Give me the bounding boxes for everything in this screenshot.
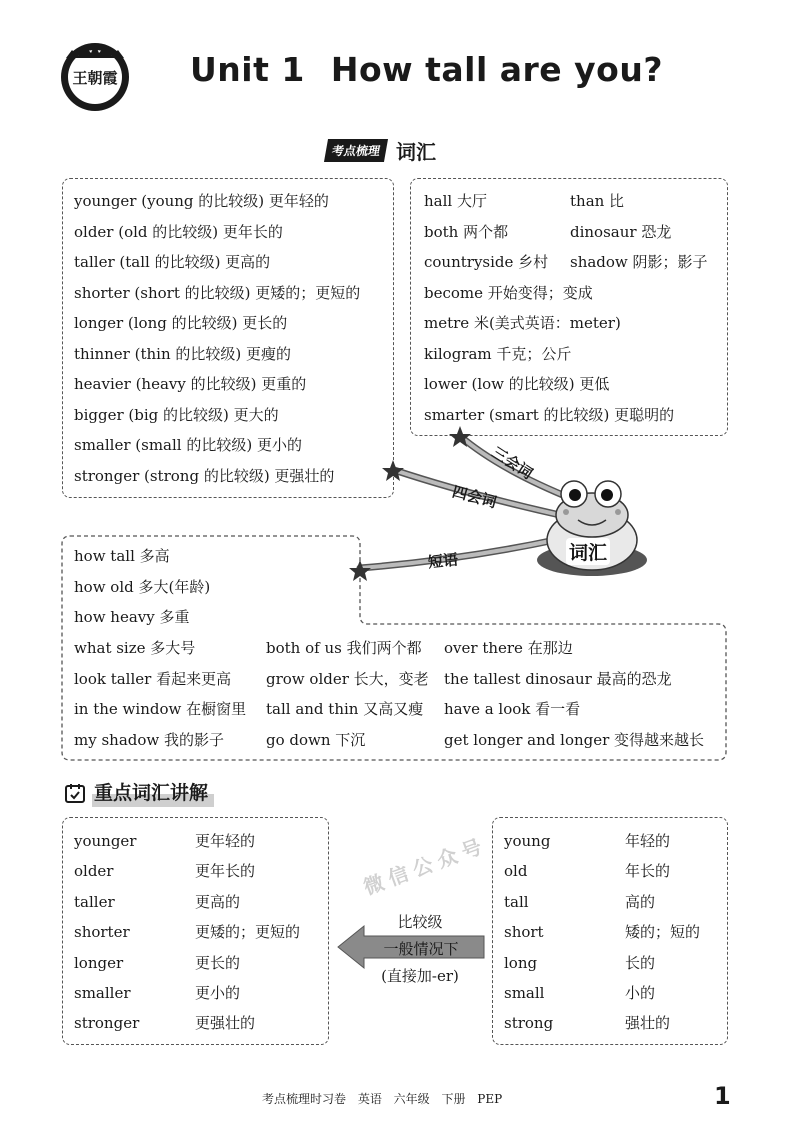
page-number: 1 [714,1082,731,1110]
unit-title: How tall are you? [330,50,663,89]
list-item: look taller 看起来更高 grow older 长大，变老 the tallest dinosaur 最高的恐龙 [74,669,672,688]
calendar-icon [64,782,86,804]
base-form-list [504,826,700,1039]
list-item: stronger (strong 的比较级) 更强壮的 [74,466,335,485]
list-item: lower (low 的比较级) 更低 [424,375,610,393]
list-item: smaller (small 的比较级) 更小的 [74,436,302,454]
list-item: younger (young 的比较级) 更年轻的 [74,192,329,210]
phrase-grid [74,633,704,755]
branch-three-skill: 三会词 [488,443,537,483]
list-item: hall 大厅 than 比 [424,192,625,210]
list-item: young 年轻的 [504,832,671,850]
branch-phrase: 短语 [427,550,459,572]
list-item: smaller 更小的 [74,984,241,1003]
logo-text: 王朝霞 [72,69,118,87]
list-item: small 小的 [504,984,656,1003]
list-item: what size 多大号 both of us 我们两个都 over there 在那边 [74,639,573,657]
list-item: countryside 乡村 shadow 阴影；影子 [424,253,708,271]
list-item: kilogram 千克；公斤 [424,344,572,363]
list-item: short 矮的；短的 [504,923,701,942]
list-item: both 两个都 dinosaur 恐龙 [424,222,672,241]
list-item: tall 高的 [504,892,656,911]
list-item: thinner (thin 的比较级) 更瘦的 [74,344,292,363]
section-title: 词汇 [396,140,437,164]
comparative-list [74,826,300,1039]
list-item: in the window 在橱窗里 tall and thin 又高又瘦 have a look 看一看 [74,700,581,718]
unit-label: Unit 1 [190,50,305,89]
list-item: old 年长的 [504,862,671,881]
list-item: taller 更高的 [74,892,241,911]
list-item: my shadow 我的影子 go down 下沉 get longer and longer 变得越来越长 [74,730,705,749]
section-tag: 考点梳理 [324,139,388,162]
list-item: shorter 更矮的；更短的 [74,923,301,942]
watermark: 微信公众号 [360,832,491,900]
list-item: metre 米(美式英语：meter) [424,314,621,332]
list-item: smarter (smart 的比较级) 更聪明的 [424,405,675,424]
key-section-title: 重点词汇讲解 [92,778,214,807]
list-item: bigger (big 的比较级) 更大的 [74,405,279,424]
list-item: long 长的 [504,953,656,972]
list-item: younger 更年轻的 [74,832,256,850]
list-item: older 更年长的 [74,862,256,881]
branch-four-skill: 四会词 [450,482,499,512]
star-icon [382,460,404,481]
center-label: 词汇 [566,538,610,565]
arrow-label-1: 比较级 [397,913,443,931]
star-icon [349,560,371,581]
list-item: shorter (short 的比较级) 更矮的；更短的 [74,283,361,302]
list-item: become 开始变得；变成 [424,283,593,302]
list-item: older (old 的比较级) 更年长的 [74,222,283,241]
footer-text: 考点梳理时习卷 英语 六年级 下册 PEP [262,1092,503,1106]
list-item: how heavy 多重 [74,608,190,626]
phrase-list-top [74,541,210,633]
key-section-header [64,778,214,807]
list-item: heavier (heavy 的比较级) 更重的 [74,375,307,393]
list-item: how tall 多高 [74,547,170,565]
list-item: longer 更长的 [74,953,241,972]
arrow-label-3: (直接加-er) [381,967,459,985]
list-item: strong 强壮的 [504,1014,671,1033]
arrow-label-2: 一般情况下 [383,940,459,958]
list-item: stronger 更强壮的 [74,1014,256,1033]
list-item: how old 多大(年龄) [74,577,211,596]
list-item: longer (long 的比较级) 更长的 [74,314,288,332]
list-item: taller (tall 的比较级) 更高的 [74,253,271,271]
